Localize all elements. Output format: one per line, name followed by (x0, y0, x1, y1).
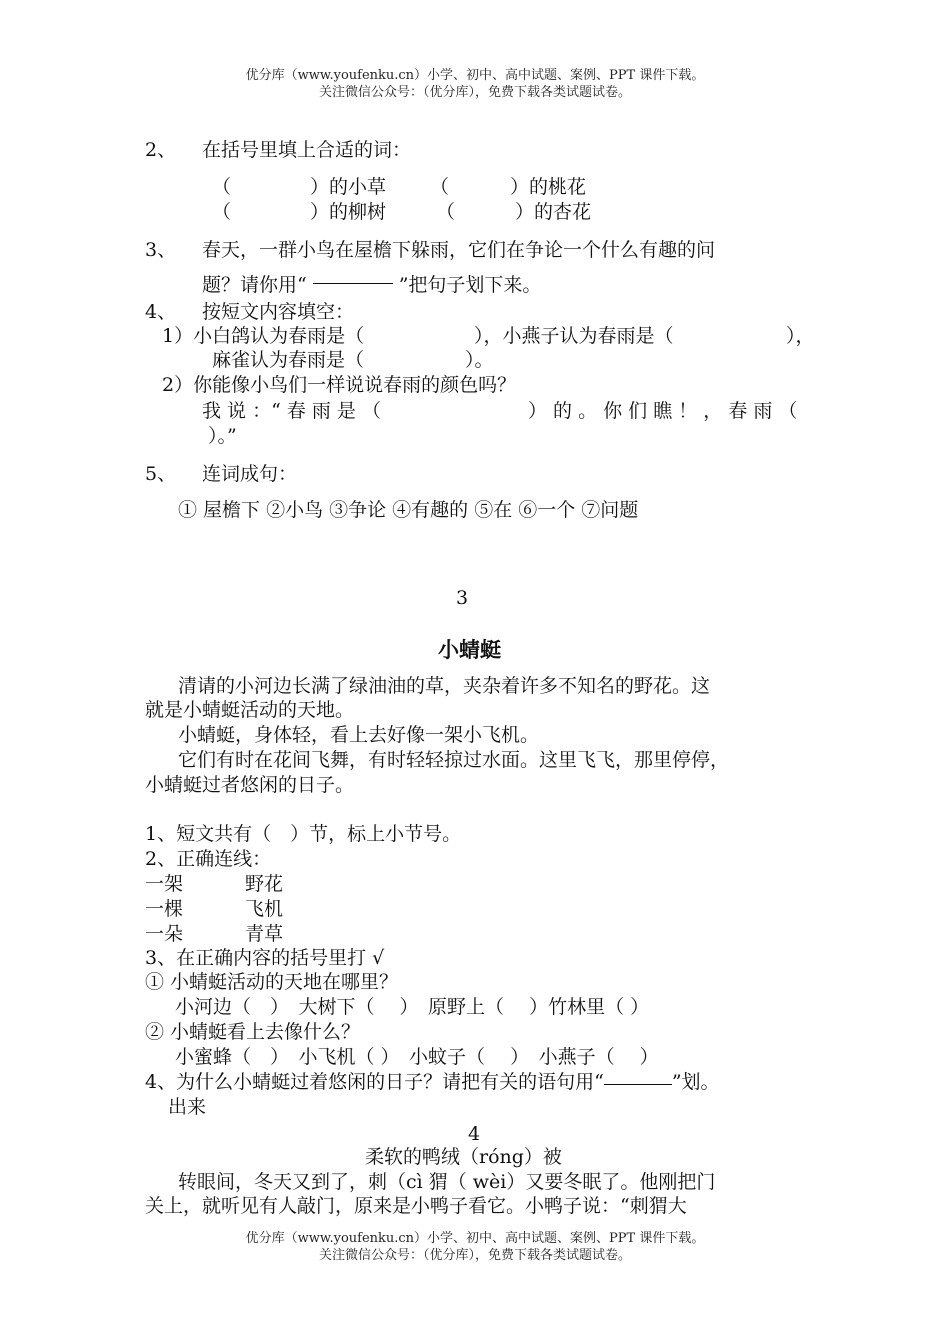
q4-sub1-line2-a: 麻雀认为春雨是（ (212, 349, 365, 371)
q2-item-4-close: ）的杏花 (515, 201, 592, 223)
q2-item-1-open: （ (212, 176, 232, 198)
section3-q3-sub2-options: 小蜜蜂（ ） 小飞机（ ） 小蚊子（ ） 小燕子（ ） (175, 1046, 659, 1068)
section4-line2: 关上，就听见有人敲门，原来是小鸭子看它。小鸭子说：“刺猬大 (145, 1195, 687, 1217)
q5-number: 5、 (145, 463, 177, 485)
match-right-3: 青草 (245, 923, 284, 945)
section3-q3-sub1: ① 小蜻蜓活动的天地在哪里？ (145, 971, 399, 993)
q4-sub2-line2-b: ） 的 。 你 们 瞧 ！ ， 春 雨 （ (528, 400, 798, 422)
section4-title: 柔软的鸭绒（róng）被 (365, 1146, 562, 1168)
q4-sub2: 2）你能像小鸟们一样说说春雨的颜色吗？ (162, 374, 517, 396)
section3-para2: 小蜻蜓，身体轻，看上去好像一架小飞机。 (178, 724, 540, 746)
section3-q3-sub1-options: 小河边（ ） 大树下（ ） 原野上（ ）竹林里（ ） (175, 996, 650, 1018)
section3-para1-line2: 就是小蜻蜓活动的天地。 (145, 699, 355, 721)
q2-item-4-open: （ (436, 201, 456, 223)
q4-sub1-c: ）， (786, 325, 815, 347)
header-line-2: 关注微信公众号：（优分库），免费下载各类试题试卷。 (318, 85, 631, 100)
q4-text: 按短文内容填空： (202, 301, 355, 323)
q2-item-3-open: （ (212, 201, 232, 223)
q3-line-2-end: ”把句子划下来。 (398, 274, 542, 296)
section3-title: 小蜻蜓 (438, 637, 501, 662)
q5-text: 连词成句： (202, 463, 298, 485)
q5-words: ① 屋檐下 ②小鸟 ③争论 ④有趣的 ⑤在 ⑥一个 ⑦问题 (178, 499, 639, 521)
q4-sub1-line2-b: ）。 (465, 349, 494, 371)
q2-item-2-close: ）的桃花 (510, 176, 587, 198)
q2-number: 2、 (145, 139, 177, 161)
q2-text: 在括号里填上合适的词： (202, 139, 412, 161)
q3-number: 3、 (145, 239, 177, 261)
section3-q4-line2: 出来 (168, 1096, 207, 1118)
match-left-1: 一架 (145, 873, 184, 895)
section3-number: 3 (456, 587, 469, 609)
q3-line-1: 春天，一群小鸟在屋檐下躲雨，它们在争论一个什么有趣的问 (202, 239, 716, 261)
section3-para1-line1: 清请的小河边长满了绿油油的草，夹杂着许多不知名的野花。这 (178, 675, 711, 697)
section4-line1: 转眼间，冬天又到了，刺（cì 猬（ wèi）又要冬眠了。他刚把门 (178, 1171, 716, 1193)
match-right-1: 野花 (245, 873, 284, 895)
match-left-2: 一棵 (145, 898, 184, 920)
match-left-3: 一朵 (145, 923, 184, 945)
section3-q3: 3、在正确内容的括号里打 √ (145, 947, 385, 969)
q4-sub1-b: ），小燕子认为春雨是（ (474, 325, 674, 347)
section3-para3-line1: 它们有时在花间飞舞，有时轻轻掠过水面。这里飞飞，那里停停， (178, 749, 730, 771)
header-line-1: 优分库（www.youfenku.cn）小学、初中、高中试题、案例、PPT 课件下载。 (245, 68, 705, 83)
footer-line-1: 优分库（www.youfenku.cn）小学、初中、高中试题、案例、PPT 课件下载。 (245, 1231, 705, 1246)
section3-q4 (145, 1070, 720, 1094)
section3-q3-sub2: ② 小蜻蜓看上去像什么？ (145, 1021, 361, 1043)
q4-sub1-a: 1）小白鸽认为春雨是（ (162, 325, 365, 347)
match-right-2: 飞机 (245, 898, 284, 920)
section3-q4-start: 4、为什么小蜻蜓过着悠闲的日子？请把有关的语句用“ (145, 1071, 604, 1093)
section3-para3-line2: 小蜻蜓过者悠闲的日子。 (145, 774, 355, 796)
q4-sub2-line3: ）。” (208, 425, 237, 447)
q2-item-2-open: （ (430, 176, 450, 198)
q2-item-3-close: ）的柳树 (310, 201, 387, 223)
q4-sub2-line2-a: 我 说 ：“ 春 雨 是 （ (202, 400, 381, 422)
underline-sample (313, 283, 393, 284)
section4-number: 4 (468, 1123, 481, 1145)
footer-line-2: 关注微信公众号：（优分库），免费下载各类试题试卷。 (318, 1248, 631, 1263)
q3-line-2 (202, 273, 541, 297)
q3-line-2-start: 题？请你用“ (202, 274, 307, 296)
section3-q1: 1、短文共有（ ）节，标上小节号。 (145, 823, 462, 845)
section3-q4-end: ”划。 (671, 1071, 720, 1093)
q2-item-1-close: ）的小草 (310, 176, 387, 198)
answer-underline (604, 1084, 672, 1085)
q4-number: 4、 (145, 301, 177, 323)
section3-q2: 2、正确连线： (145, 848, 272, 870)
